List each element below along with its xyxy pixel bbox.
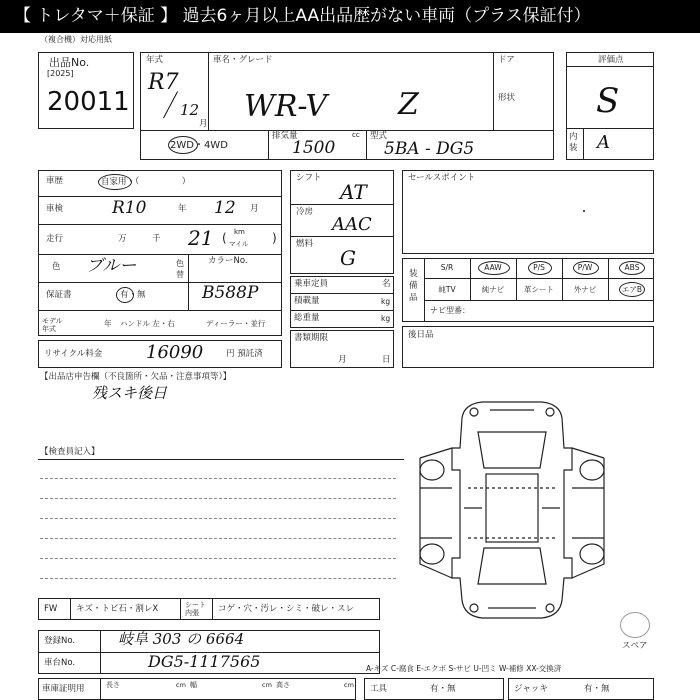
ac-label: 冷房: [296, 207, 314, 217]
sales-point-label: セールスポイント: [408, 173, 476, 183]
tools-label: 工具: [370, 684, 388, 694]
model-year-label: モデル年式: [42, 317, 63, 333]
mileage-label: 走行: [46, 234, 64, 244]
form-subtitle: （複合機）対応用紙: [40, 35, 112, 44]
after-date-box: [402, 326, 654, 368]
capacity-label: 乗車定員: [294, 279, 329, 289]
equip-tv: 純TV: [438, 285, 456, 294]
seller-notes-value: 残スキ後日: [92, 384, 168, 402]
mileage-unit-mile: マイル: [229, 240, 249, 248]
shape-label: 形状: [498, 93, 516, 103]
equip-nav: 純ナビ: [481, 285, 505, 294]
capacity-unit: 名: [382, 279, 391, 289]
dealer-options: ディーラー・並行: [206, 319, 266, 328]
inspection-era: R10: [112, 198, 147, 218]
color-value: ブルー: [86, 256, 137, 276]
model-label: 車名・グレード: [213, 55, 273, 65]
model-grade: Z: [398, 87, 419, 122]
rating-value: S: [596, 81, 620, 121]
load-unit: kg: [381, 297, 391, 306]
equip-sr: S/R: [440, 263, 454, 272]
cert-width: 幅: [190, 681, 197, 689]
chassis-value: DG5-1117565: [148, 652, 261, 671]
ac-value: AAC: [332, 214, 372, 235]
color-code: B588P: [202, 283, 259, 303]
load-label: 積載量: [294, 296, 320, 306]
nav-model-label: ナビ型番：: [430, 306, 470, 315]
warranty-options: 有・無: [120, 290, 146, 300]
inspection-month-label: 月: [250, 204, 259, 214]
shift-label: シフト: [296, 173, 322, 183]
recycle-label: リサイクル料金: [44, 349, 103, 359]
cert-width-unit: cm: [262, 681, 272, 689]
registration-label: 登録No.: [44, 636, 76, 646]
displacement-value: 1500: [292, 138, 336, 158]
weight-label: 総重量: [294, 313, 320, 323]
year-label: 年式: [146, 55, 164, 65]
inspector-label: 【検査員記入】: [40, 447, 100, 457]
equip-pw: P/W: [577, 263, 593, 272]
recycle-unit: 円 預託済: [226, 349, 263, 359]
history-value: 自家用・（ ）: [101, 177, 191, 187]
equip-airbag: エアB: [621, 285, 643, 294]
damage-legend: A-キズ C-腐食 E-エクボ S-サビ U-凹ミ W-補修 XX-交換済: [366, 664, 562, 673]
year-era: R7: [148, 70, 179, 95]
doc-period-label: 書類期限: [294, 333, 329, 343]
model-year-year-label: 年: [104, 319, 112, 328]
interior-label: 内装: [569, 132, 578, 153]
sheet-label: シート内張: [185, 601, 206, 617]
equip-abs: ABS: [624, 263, 640, 272]
equip-ps: P/S: [533, 263, 545, 272]
lot-label: 出品No.: [49, 56, 90, 69]
jack-options: 有・無: [584, 684, 610, 694]
doc-period-day: 日: [382, 355, 391, 365]
weight-unit: kg: [381, 314, 391, 323]
shift-value: AT: [340, 180, 367, 204]
lot-number-box: [38, 52, 134, 129]
fuel-label: 燃料: [296, 239, 314, 249]
spare-label: スペア: [622, 641, 648, 651]
inspection-label: 車検: [46, 204, 64, 214]
displacement-label: 排気量: [272, 131, 298, 141]
interior-value: A: [597, 132, 610, 153]
cert-length-unit: cm: [176, 681, 186, 689]
cert-length: 長さ: [106, 681, 120, 689]
door-label: ドア: [498, 55, 515, 65]
cert-box: [38, 678, 356, 700]
registration-value: 岐阜 303 の 6664: [118, 630, 245, 648]
color-code-label: カラーNo.: [208, 256, 248, 266]
fw-items: キズ・トビ石・割レX: [76, 604, 159, 614]
inspection-year-label: 年: [178, 204, 187, 214]
cert-height: 高さ: [276, 681, 290, 689]
drive-options: 2WD・4WD: [170, 140, 228, 151]
jack-label: ジャッキ: [514, 684, 548, 694]
color-change-label: 色替: [176, 259, 184, 279]
mileage-man: 万: [118, 234, 127, 244]
model-code-label: 型式: [370, 131, 388, 141]
equip-leather: 革シート: [524, 285, 554, 294]
handle-options: ハンドル 左・右: [120, 319, 175, 328]
mileage-sen: 千: [152, 234, 161, 244]
rating-label: 評価点: [598, 55, 624, 65]
recycle-value: 16090: [146, 342, 204, 363]
equipment-label: 装備品: [409, 269, 418, 303]
details-box: [38, 170, 282, 336]
equip-aaw: AAW: [484, 263, 502, 272]
year-month: 12: [180, 101, 200, 119]
model-code-value: 5BA - DG5: [384, 139, 475, 159]
year-month-label: 月: [199, 119, 208, 129]
fw-label: FW: [44, 604, 58, 614]
spare-tire-icon: [620, 612, 650, 638]
mileage-unit-km: km: [234, 228, 245, 236]
after-date-label: 後日品: [408, 330, 434, 340]
model-name: WR-V: [244, 89, 328, 124]
equip-ext-nav: 外ナビ: [573, 285, 597, 294]
warranty-label: 保証書: [46, 290, 72, 300]
mileage-value: 21: [188, 226, 214, 250]
header-banner: 【 トレタマ＋保証 】 過去6ヶ月以上AA出品歴がない車両（プラス保証付）: [0, 0, 700, 33]
cert-label: 車庫証明用: [42, 684, 85, 694]
lot-year-tag: [2025]: [47, 69, 74, 78]
sheet-items: コゲ・穴・汚レ・シミ・破レ・スレ: [218, 604, 355, 614]
seller-notes-label: 【出品店申告欄（不良箇所・欠品・注意事項等）】: [40, 372, 232, 382]
cert-height-unit: cm: [344, 681, 354, 689]
lot-number: 20011: [47, 87, 130, 117]
chassis-label: 車台No.: [44, 658, 76, 668]
doc-period-month: 月: [338, 355, 347, 365]
history-label: 車歴: [46, 176, 64, 186]
fuel-value: G: [340, 246, 356, 270]
car-damage-diagram: [412, 388, 612, 628]
color-label: 色: [52, 262, 61, 272]
inspection-month: 12: [214, 198, 236, 218]
tools-options: 有・無: [430, 684, 456, 694]
displacement-unit: cc: [352, 131, 360, 139]
